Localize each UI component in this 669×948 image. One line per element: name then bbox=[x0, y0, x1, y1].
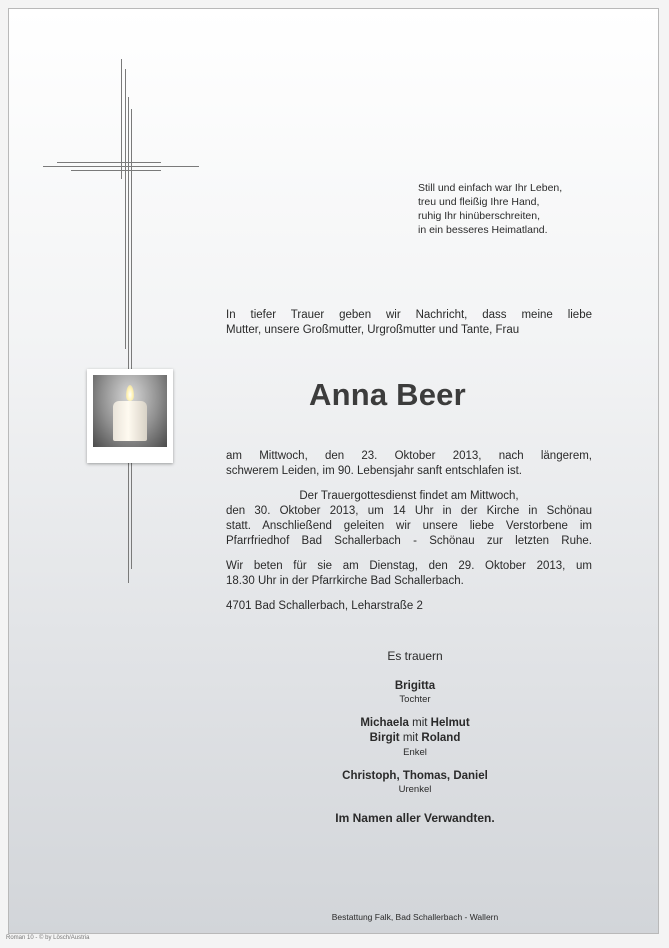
prayer-line: 18.30 Uhr in der Pfarrkirche Bad Schallerbach. bbox=[226, 575, 464, 587]
funeral-line: statt. Anschließend geleiten wir unsere liebe Verstorbene im bbox=[226, 520, 592, 532]
with-word: mit bbox=[412, 717, 428, 729]
poem-line: Still und einfach war Ihr Leben, bbox=[418, 182, 563, 194]
with-word: mit bbox=[402, 732, 419, 744]
intro-text bbox=[226, 308, 592, 338]
death-notice-line: schwerem Leiden, im 90. Lebensjahr sanft entschlafen ist. bbox=[226, 465, 522, 477]
candle-photo-frame bbox=[87, 369, 173, 463]
candle-image bbox=[93, 375, 167, 447]
poem-line: ruhig Ihr hinüberschreiten, bbox=[418, 210, 540, 222]
closing-line: Im Namen aller Verwandten. bbox=[335, 811, 495, 825]
candle-body bbox=[113, 401, 147, 441]
mourner-daughter-role: Tochter bbox=[399, 694, 431, 705]
obituary-card bbox=[8, 8, 659, 934]
grandchild-name: Michaela bbox=[360, 717, 409, 729]
deceased-name: Anna Beer bbox=[309, 377, 466, 412]
grandchild-name: Birgit bbox=[369, 732, 400, 744]
partner-name: Helmut bbox=[430, 717, 470, 729]
funeral-line: Der Trauergottesdienst findet am Mittwoch, bbox=[299, 490, 519, 502]
mourner-grandchild-2 bbox=[239, 731, 591, 746]
mourner-grandchildren-role: Enkel bbox=[403, 747, 427, 758]
mourner-grandchild-1 bbox=[239, 716, 591, 731]
poem-line: treu und fleißig Ihre Hand, bbox=[418, 196, 540, 208]
mourner-daughter-name: Brigitta bbox=[394, 680, 436, 692]
funeral-home: Bestattung Falk, Bad Schallerbach - Wallern bbox=[331, 912, 499, 922]
funeral-info bbox=[226, 489, 592, 549]
intro-line: In tiefer Trauer geben wir Nachricht, dass meine liebe bbox=[226, 309, 592, 321]
mourner-great-grandchildren-role: Urenkel bbox=[398, 784, 432, 795]
death-notice-line: am Mittwoch, den 23. Oktober 2013, nach längerem, bbox=[226, 450, 592, 462]
candle-flame bbox=[126, 385, 134, 401]
print-code: Roman 10 - © by Lösch/Austria bbox=[6, 935, 90, 941]
partner-name: Roland bbox=[421, 732, 461, 744]
prayer-line: Wir beten für sie am Dienstag, den 29. Oktober 2013, um bbox=[226, 560, 592, 572]
address: 4701 Bad Schallerbach, Leharstraße 2 bbox=[226, 600, 423, 612]
funeral-line: Pfarrfriedhof Bad Schallerbach - Schönau zur letzten Ruhe. bbox=[226, 535, 592, 547]
poem-line: in ein besseres Heimatland. bbox=[418, 224, 548, 236]
mourners-heading: Es trauern bbox=[387, 649, 443, 663]
funeral-line: den 30. Oktober 2013, um 14 Uhr in der Kirche in Schönau bbox=[226, 505, 592, 517]
poem-verse bbox=[418, 181, 562, 237]
mourner-great-grandchildren: Christoph, Thomas, Daniel bbox=[342, 770, 488, 782]
intro-line: Mutter, unsere Großmutter, Urgroßmutter und Tante, Frau bbox=[226, 324, 520, 336]
prayer-info bbox=[226, 559, 592, 589]
death-notice bbox=[226, 449, 592, 479]
